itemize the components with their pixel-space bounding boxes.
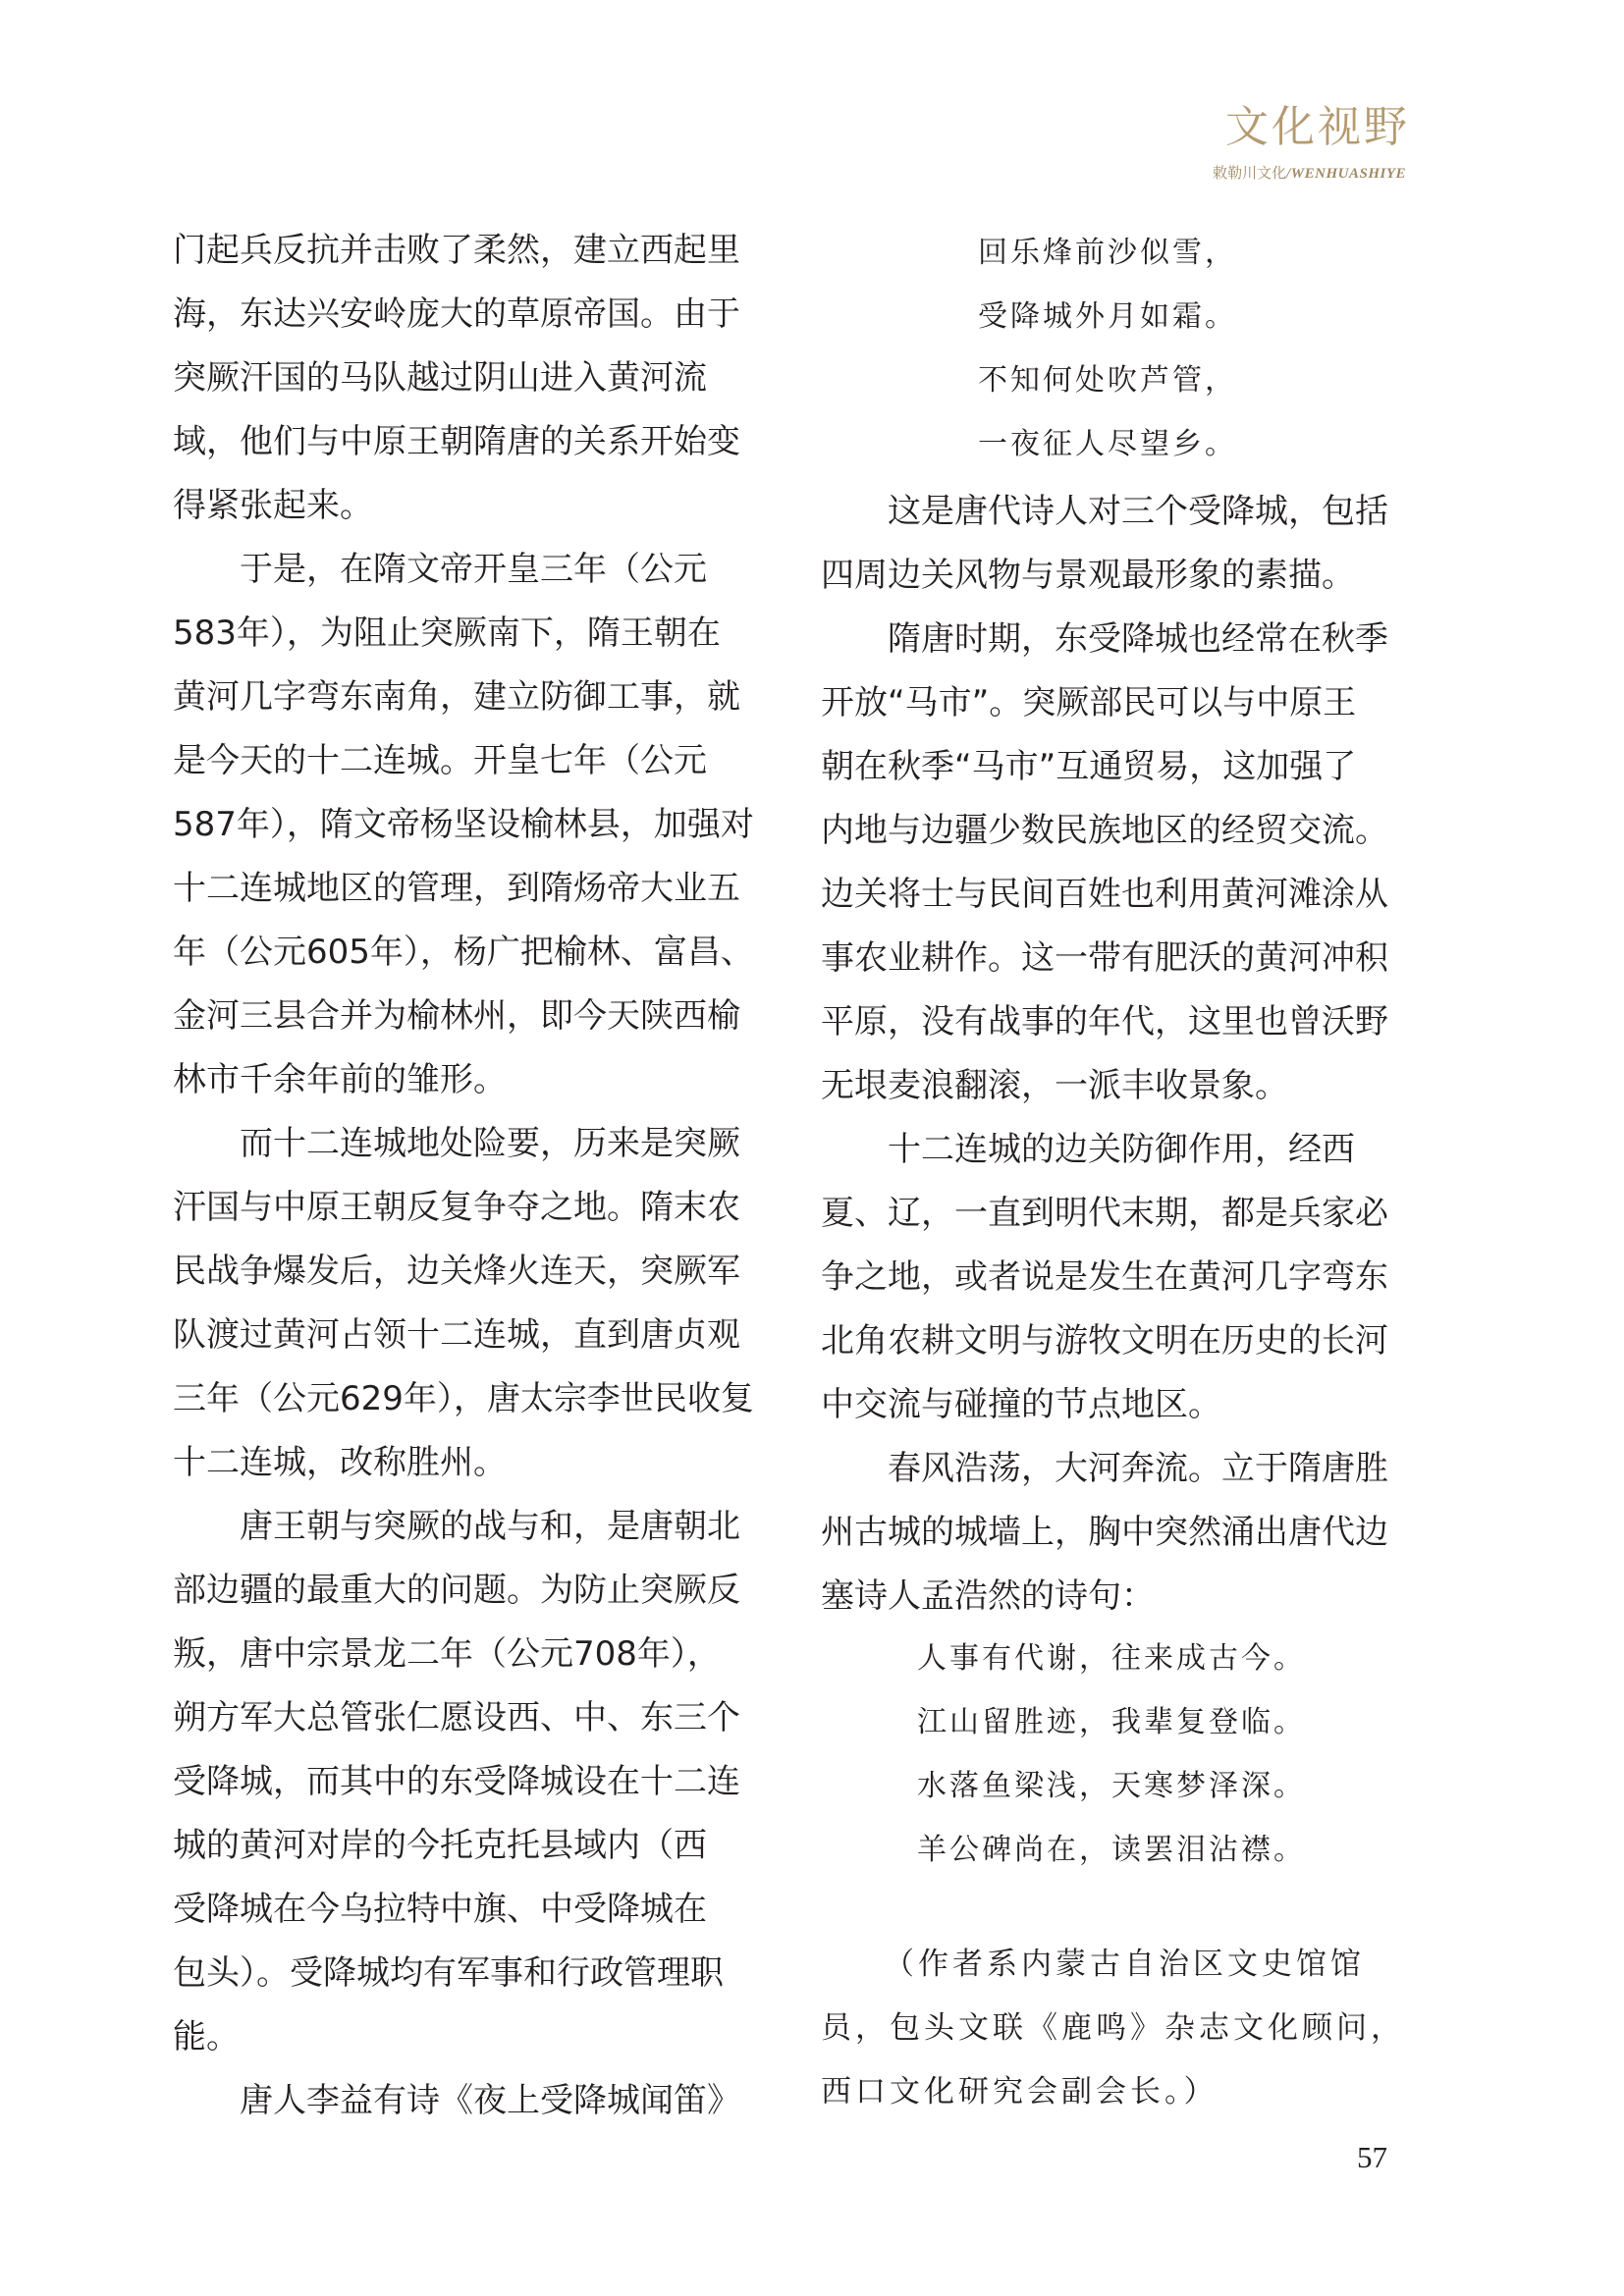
- body-text-line: 隋唐时期，东受降城也经常在秋季: [888, 619, 1388, 659]
- poem-line: 一夜征人尽望乡。: [978, 427, 1237, 461]
- body-text-line: 内地与边疆少数民族地区的经贸交流。: [821, 811, 1388, 850]
- body-text-line: 583年），为阻止突厥南下，隋王朝在: [173, 614, 721, 653]
- section-subtitle-en: WENHUASHIYE: [1290, 166, 1406, 182]
- body-text-line: 塞诗人孟浩然的诗句：: [821, 1576, 1155, 1616]
- body-text-line: 平原，没有战事的年代，这里也曾沃野: [821, 1002, 1388, 1041]
- section-subtitle-cn: 敕勒川文化: [1213, 164, 1287, 182]
- body-text-line: 受降城，而其中的东受降城设在十二连: [173, 1762, 740, 1801]
- body-text-line: 十二连城地区的管理，到隋炀帝大业五: [173, 869, 740, 908]
- body-text-line: 州古城的城墙上，胸中突然涌出唐代边: [821, 1513, 1388, 1552]
- body-text-line: 边关将士与民间百姓也利用黄河滩涂从: [821, 875, 1388, 914]
- body-text-line: 无垠麦浪翻滚，一派丰收景象。: [821, 1066, 1288, 1105]
- section-subtitle: [1213, 166, 1406, 182]
- body-text-line: 四周边关风物与景观最形象的素描。: [821, 556, 1355, 595]
- body-text-line: 唐王朝与突厥的战与和，是唐朝北: [240, 1507, 740, 1546]
- body-text-line: 部边疆的最重大的问题。为防止突厥反: [173, 1571, 740, 1610]
- poem-line: 受降城外月如霜。: [978, 299, 1237, 334]
- body-text-line: 朝在秋季“马市”互通贸易，这加强了: [821, 747, 1357, 786]
- body-text-line: 春风浩荡，大河奔流。立于隋唐胜: [888, 1449, 1388, 1488]
- body-text-line: 北角农耕文明与游牧文明在历史的长河: [821, 1321, 1388, 1361]
- body-text-line: 事农业耕作。这一带有肥沃的黄河冲积: [821, 938, 1388, 978]
- body-text-line: 得紧张起来。: [173, 486, 373, 525]
- author-note-line: 员，包头文联《鹿鸣》杂志文化顾问，: [821, 2010, 1405, 2046]
- poem-line: 人事有代谢，往来成古今。: [917, 1641, 1306, 1676]
- body-text-line: 林市千余年前的雏形。: [173, 1060, 507, 1099]
- body-text-line: 年（公元605年），杨广把榆林、富昌、: [173, 933, 754, 972]
- author-note-line: （作者系内蒙古自治区文史馆馆: [884, 1947, 1365, 1982]
- body-text-line: 开放“马市”。突厥部民可以与中原王: [821, 683, 1357, 722]
- section-subtitle-sep: /: [1286, 166, 1291, 182]
- body-text-line: 而十二连城地处险要，历来是突厥: [240, 1124, 740, 1163]
- body-text-line: 民战争爆发后，边关烽火连天，突厥军: [173, 1252, 740, 1291]
- body-text-line: 三年（公元629年），唐太宗李世民收复: [173, 1379, 754, 1418]
- body-text-line: 城的黄河对岸的今托克托县域内（西: [173, 1826, 707, 1865]
- body-text-line: 于是，在隋文帝开皇三年（公元: [240, 550, 707, 589]
- body-text-line: 海，东达兴安岭庞大的草原帝国。由于: [173, 294, 740, 334]
- body-text-line: 门起兵反抗并击败了柔然，建立西起里: [173, 231, 740, 270]
- body-text-line: 唐人李益有诗《夜上受降城闻笛》: [240, 2081, 740, 2120]
- body-text-line: 金河三县合并为榆林州，即今天陕西榆: [173, 996, 740, 1036]
- body-text-line: 域，他们与中原王朝隋唐的关系开始变: [173, 422, 740, 461]
- body-text-line: 黄河几字弯东南角，建立防御工事，就: [173, 677, 740, 717]
- body-text-line: 能。: [173, 2017, 240, 2056]
- body-text-line: 这是唐代诗人对三个受降城，包括: [888, 492, 1388, 531]
- body-text-line: 争之地，或者说是发生在黄河几字弯东: [821, 1257, 1388, 1297]
- body-text-line: 叛，唐中宗景龙二年（公元708年），: [173, 1634, 721, 1674]
- body-text-line: 夏、辽，一直到明代末期，都是兵家必: [821, 1194, 1388, 1233]
- body-text-line: 突厥汗国的马队越过阴山进入黄河流: [173, 358, 707, 398]
- body-text-line: 十二连城，改称胜州。: [173, 1443, 507, 1482]
- body-text-line: 是今天的十二连城。开皇七年（公元: [173, 741, 707, 780]
- body-text-line: 包头）。受降城均有军事和行政管理职: [173, 1953, 724, 1993]
- body-text-line: 受降城在今乌拉特中旗、中受降城在: [173, 1890, 707, 1929]
- body-text-line: 587年），隋文帝杨坚设榆林县，加强对: [173, 805, 754, 844]
- body-text-line: 朔方军大总管张仁愿设西、中、东三个: [173, 1698, 740, 1737]
- body-text-line: 中交流与碰撞的节点地区。: [821, 1385, 1221, 1424]
- poem-line: 不知何处吹芦管，: [978, 363, 1237, 398]
- body-text-line: 十二连城的边关防御作用，经西: [888, 1130, 1355, 1169]
- body-text-line: 汗国与中原王朝反复争夺之地。隋末农: [173, 1188, 740, 1227]
- poem-line: 羊公碑尚在，读罢泪沾襟。: [917, 1833, 1306, 1867]
- poem-line: 水落鱼梁浅，天寒梦泽深。: [917, 1769, 1306, 1803]
- page-number: 57: [1357, 2140, 1387, 2174]
- body-text-line: 队渡过黄河占领十二连城，直到唐贞观: [173, 1315, 740, 1355]
- poem-line: 回乐烽前沙似雪，: [978, 236, 1237, 270]
- poem-line: 江山留胜迹，我辈复登临。: [917, 1705, 1306, 1739]
- author-note-line: 西口文化研究会副会长。）: [821, 2074, 1218, 2109]
- section-title: 文化视野: [1225, 102, 1410, 152]
